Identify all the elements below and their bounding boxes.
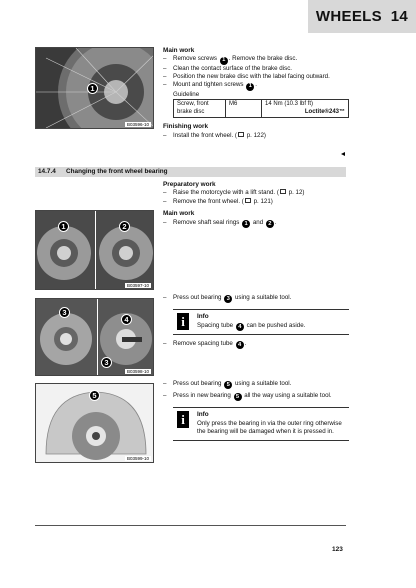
chapter-number: 14 bbox=[390, 8, 409, 25]
step-clean-surface: – Clean the contact surface of the brake disc. bbox=[163, 65, 349, 73]
step-text: Remove screws bbox=[173, 55, 219, 63]
page-ref[interactable]: p. 12 bbox=[288, 189, 303, 197]
step-text: Position the new brake disc with the label facing outward. bbox=[173, 73, 330, 81]
step-text: Press in new bearing bbox=[173, 392, 233, 400]
guideline-label: Guideline bbox=[173, 90, 200, 98]
guideline-item: Screw, front brake disc bbox=[174, 100, 226, 118]
step-text: ) bbox=[302, 189, 305, 197]
step-mount-screws: – Mount and tighten screws 1 . bbox=[163, 81, 257, 90]
brake-disc-instructions bbox=[163, 47, 349, 140]
step-text: . Remove the brake disc. bbox=[228, 55, 298, 63]
preparatory-heading: Preparatory work bbox=[163, 181, 216, 188]
section-title: Changing the front wheel bearing bbox=[66, 168, 168, 175]
info-title: Info bbox=[197, 313, 209, 321]
press-out-bearing-instructions bbox=[163, 294, 349, 349]
step-text: Remove shaft seal rings bbox=[173, 218, 242, 226]
info-title: Info bbox=[197, 411, 209, 419]
page-ref[interactable]: p. 122 bbox=[246, 131, 264, 139]
page-ref-icon bbox=[238, 132, 244, 137]
info-text bbox=[197, 322, 349, 331]
figure-id: B03599-10 bbox=[126, 456, 149, 461]
step-install-wheel: – Install the front wheel. ( p. 122) bbox=[163, 131, 266, 139]
step-text: . bbox=[255, 81, 257, 89]
info-box bbox=[173, 309, 349, 335]
callout-ref: 5 bbox=[234, 393, 242, 401]
figure-id: B03596-10 bbox=[126, 122, 149, 127]
step-text: using a suitable tool. bbox=[233, 380, 292, 387]
step-text: Clean the contact surface of the brake disc. bbox=[173, 64, 293, 72]
step-text: all the way using a suitable tool. bbox=[242, 392, 332, 400]
figure-id: B03598-10 bbox=[126, 369, 149, 374]
step-text: Press out bearing bbox=[173, 380, 224, 387]
callout-3: 3 bbox=[59, 307, 70, 318]
step-remove-spacing-tube: – Remove spacing tube 4 . bbox=[163, 339, 247, 348]
page-ref-icon bbox=[280, 189, 286, 194]
step-text: Remove the front wheel. ( bbox=[173, 197, 244, 205]
footer-divider bbox=[35, 525, 346, 526]
page-ref-icon bbox=[245, 198, 251, 203]
callout-ref: 5 bbox=[224, 381, 232, 389]
info-text-part: can be pushed aside. bbox=[244, 321, 306, 329]
step-text: ) bbox=[270, 197, 273, 205]
guideline-table bbox=[173, 99, 349, 118]
section-number: 14.7.4 bbox=[38, 168, 56, 175]
step-remove-seal-rings: – Remove shaft seal rings 1 and 2 . bbox=[163, 218, 277, 227]
step-press-out-bearing-5: – Press out bearing 5 using a suitable tool. bbox=[163, 380, 292, 388]
bearing-spacer-photo bbox=[35, 298, 154, 376]
info-text: Only press the bearing in via the outer ring otherwise the bearing will be damaged when it is pressed in. bbox=[197, 419, 342, 436]
callout-ref: 4 bbox=[236, 341, 244, 349]
step-text: Remove spacing tube bbox=[173, 339, 235, 347]
guideline-thread: M6 bbox=[226, 100, 262, 118]
bearing-illustration bbox=[36, 299, 154, 376]
step-text: and bbox=[251, 218, 265, 226]
callout-3: 3 bbox=[101, 357, 112, 368]
seal-rings-photo bbox=[35, 210, 154, 290]
preparatory-instructions bbox=[163, 181, 349, 228]
step-text: using a suitable tool. bbox=[233, 294, 292, 301]
section-heading-bar bbox=[35, 167, 346, 177]
chapter-title: WHEELS bbox=[315, 8, 382, 25]
guideline-spec bbox=[262, 100, 349, 118]
figure-id: B03597-10 bbox=[126, 283, 149, 288]
info-icon: i bbox=[177, 411, 189, 428]
step-text: Raise the motorcycle with a lift stand. ( bbox=[173, 189, 279, 197]
guideline-torque: 14 Nm (10.3 lbf ft) bbox=[265, 101, 314, 108]
callout-ref: 1 bbox=[242, 220, 250, 228]
step-remove-screws: – Remove screws 1 . Remove the brake disc. bbox=[163, 55, 298, 64]
callout-5: 5 bbox=[89, 390, 100, 401]
step-position-disc: – Position the new brake disc with the label facing outward. bbox=[163, 73, 349, 81]
section-end-marker bbox=[341, 152, 345, 156]
callout-ref: 2 bbox=[266, 220, 274, 228]
callout-1: 1 bbox=[58, 221, 69, 232]
callout-ref: 4 bbox=[236, 323, 244, 331]
step-press-in-bearing: – Press in new bearing 5 all the way using a suitable tool. bbox=[163, 392, 332, 401]
press-in-bearing-instructions bbox=[163, 380, 349, 441]
callout-ref: 1 bbox=[220, 57, 228, 65]
main-work-heading: Main work bbox=[163, 210, 195, 218]
wheel-hub-illustration bbox=[36, 211, 154, 290]
main-work-heading: Main work bbox=[163, 47, 195, 54]
step-press-out-bearing: – Press out bearing 3 using a suitable tool. bbox=[163, 294, 292, 302]
step-text: Install the front wheel. ( bbox=[173, 131, 237, 139]
callout-2: 2 bbox=[119, 221, 130, 232]
step-text: ) bbox=[263, 131, 266, 139]
page-ref[interactable]: p. 121 bbox=[253, 197, 271, 205]
finishing-work-heading: Finishing work bbox=[163, 123, 209, 131]
chapter-header-tab bbox=[308, 0, 416, 33]
step-raise-motorcycle: – Raise the motorcycle with a lift stand. ( p. 12) bbox=[163, 189, 305, 197]
info-box bbox=[173, 407, 349, 440]
callout-4: 4 bbox=[121, 314, 132, 325]
step-text: Mount and tighten screws bbox=[173, 81, 246, 89]
step-text: . bbox=[274, 218, 277, 226]
callout-ref: 3 bbox=[224, 295, 232, 303]
info-icon: i bbox=[177, 313, 189, 330]
callout-1: 1 bbox=[87, 83, 98, 94]
page-number: 123 bbox=[332, 546, 343, 553]
step-text: . bbox=[244, 339, 247, 347]
callout-ref: 1 bbox=[246, 83, 254, 91]
info-text-part: Spacing tube bbox=[197, 321, 235, 329]
step-remove-wheel: – Remove the front wheel. ( p. 121) bbox=[163, 197, 273, 205]
guideline-adhesive: Loctite®243™ bbox=[304, 108, 345, 115]
step-text: Press out bearing bbox=[173, 294, 224, 301]
